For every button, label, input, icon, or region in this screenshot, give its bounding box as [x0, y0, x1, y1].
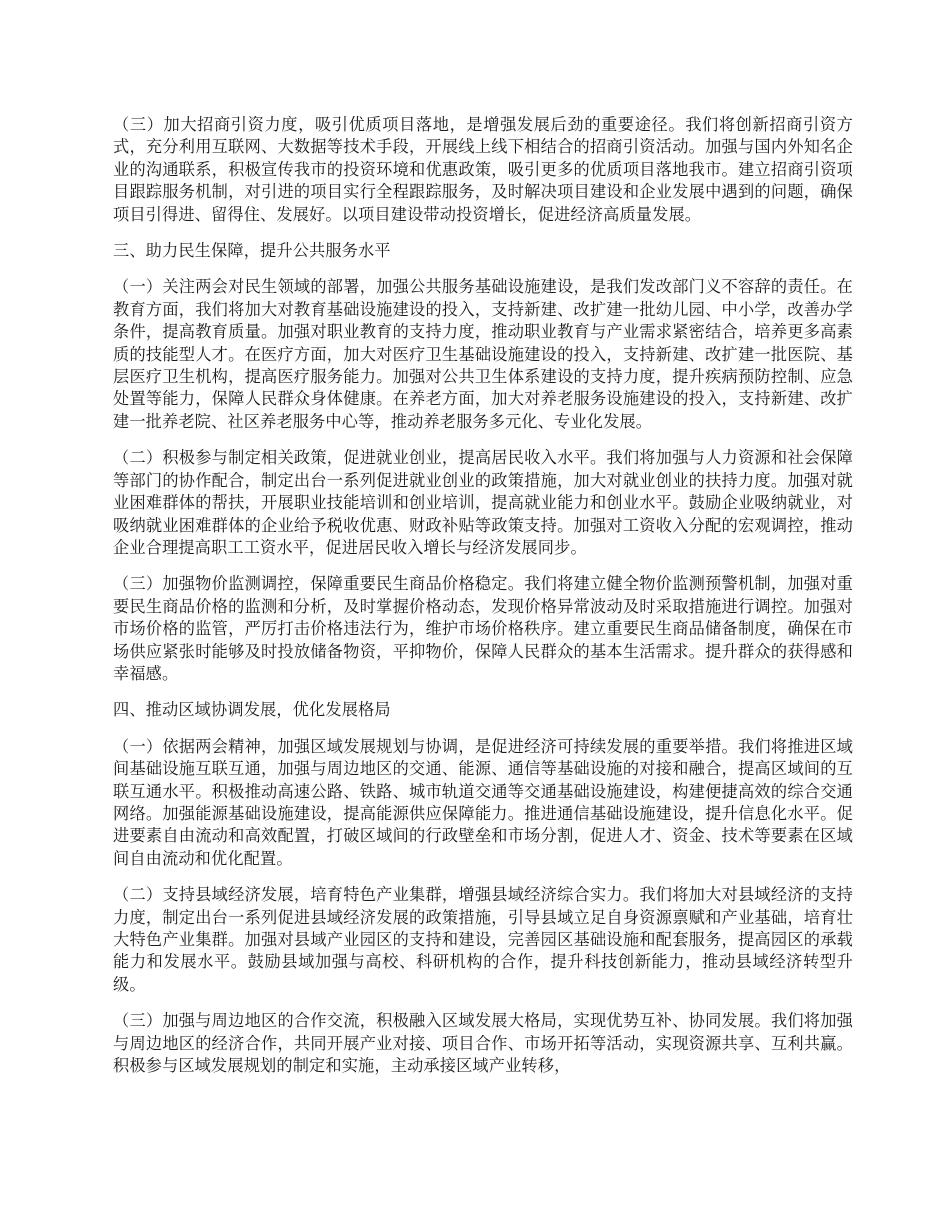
- paragraph-regional-cooperation: （三）加强与周边地区的合作交流，积极融入区域发展大格局，实现优势互补、协同发展。我们将加强与周边地区的经济合作，共同开展产业对接、项目合作、市场开拓等活动，实现资源共享、互利共赢。积极参与区域发展规划的制定和实施，主动承接区域产业转移，: [113, 1011, 853, 1076]
- paragraph-investment-attraction: （三）加大招商引资力度，吸引优质项目落地，是增强发展后劲的重要途径。我们将创新招商引资方式，充分利用互联网、大数据等技术手段，开展线上线下相结合的招商引资活动。加强与国内外知名企业的沟通联系，积极宣传我市的投资环境和优惠政策，吸引更多的优质项目落地我市。建立招商引资项目跟踪服务机制，对引进的项目实行全程跟踪服务，及时解决项目建设和企业发展中遇到的问题，确保项目引得进、留得住、发展好。以项目建设带动投资增长，促进经济高质量发展。: [113, 115, 853, 224]
- paragraph-price-monitoring: （三）加强物价监测调控，保障重要民生商品价格稳定。我们将建立健全物价监测预警机制，加强对重要民生商品价格的监测和分析，及时掌握价格动态，发现价格异常波动及时采取措施进行调控。加强对市场价格的监管，严厉打击价格违法行为，维护市场价格秩序。建立重要民生商品储备制度，确保在市场供应紧张时能够及时投放储备物资，平抑物价，保障人民群众的基本生活需求。提升群众的获得感和幸福感。: [113, 574, 853, 683]
- paragraph-regional-planning: （一）依据两会精神，加强区域发展规划与协调，是促进经济可持续发展的重要举措。我们将推进区域间基础设施互联互通，加强与周边地区的交通、能源、通信等基础设施的对接和融合，提高区域间的互联互通水平。积极推动高速公路、铁路、城市轨道交通等交通基础设施建设，构建便捷高效的综合交通网络。加强能源基础设施建设，提高能源供应保障能力。推进通信基础设施建设，提升信息化水平。促进要素自由流动和高效配置，打破区域间的行政壁垒和市场分割，促进人才、资金、技术等要素在区域间自由流动和优化配置。: [113, 736, 853, 868]
- paragraph-public-services: （一）关注两会对民生领域的部署，加强公共服务基础设施建设，是我们发改部门义不容辞的责任。在教育方面，我们将加大对教育基础设施建设的投入，支持新建、改扩建一批幼儿园、中小学，改善办学条件，提高教育质量。加强对职业教育的支持力度，推动职业教育与产业需求紧密结合，培养更多高素质的技能型人才。在医疗方面，加大对医疗卫生基础设施建设的投入，支持新建、改扩建一批医院、基层医疗卫生机构，提高医疗服务能力。加强对公共卫生体系建设的支持力度，提升疾病预防控制、应急处置等能力，保障人民群众身体健康。在养老方面，加大对养老服务设施建设的投入，支持新建、改扩建一批养老院、社区养老服务中心等，推动养老服务多元化、专业化发展。: [113, 277, 853, 431]
- paragraph-county-economy: （二）支持县域经济发展，培育特色产业集群，增强县域经济综合实力。我们将加大对县域经济的支持力度，制定出台一系列促进县域经济发展的政策措施，引导县域立足自身资源禀赋和产业基础，培育壮大特色产业集群。加强对县域产业园区的支持和建设，完善园区基础设施和配套服务，提高园区的承载能力和发展水平。鼓励县域加强与高校、科研机构的合作，提升科技创新能力，推动县域经济转型升级。: [113, 885, 853, 994]
- section-heading-regional: 四、推动区域协调发展，优化发展格局: [113, 700, 391, 720]
- document-page: [113, 114, 853, 1091]
- section-heading-livelihood: 三、助力民生保障，提升公共服务水平: [113, 241, 391, 261]
- paragraph-employment: （二）积极参与制定相关政策，促进就业创业，提高居民收入水平。我们将加强与人力资源和社会保障等部门的协作配合，制定出台一系列促进就业创业的政策措施，加大对就业创业的扶持力度。加强对就业困难群体的帮扶，开展职业技能培训和创业培训，提高就业能力和创业水平。鼓励企业吸纳就业，对吸纳就业困难群体的企业给予税收优惠、财政补贴等政策支持。加强对工资收入分配的宏观调控，推动企业合理提高职工工资水平，促进居民收入增长与经济发展同步。: [113, 448, 853, 557]
